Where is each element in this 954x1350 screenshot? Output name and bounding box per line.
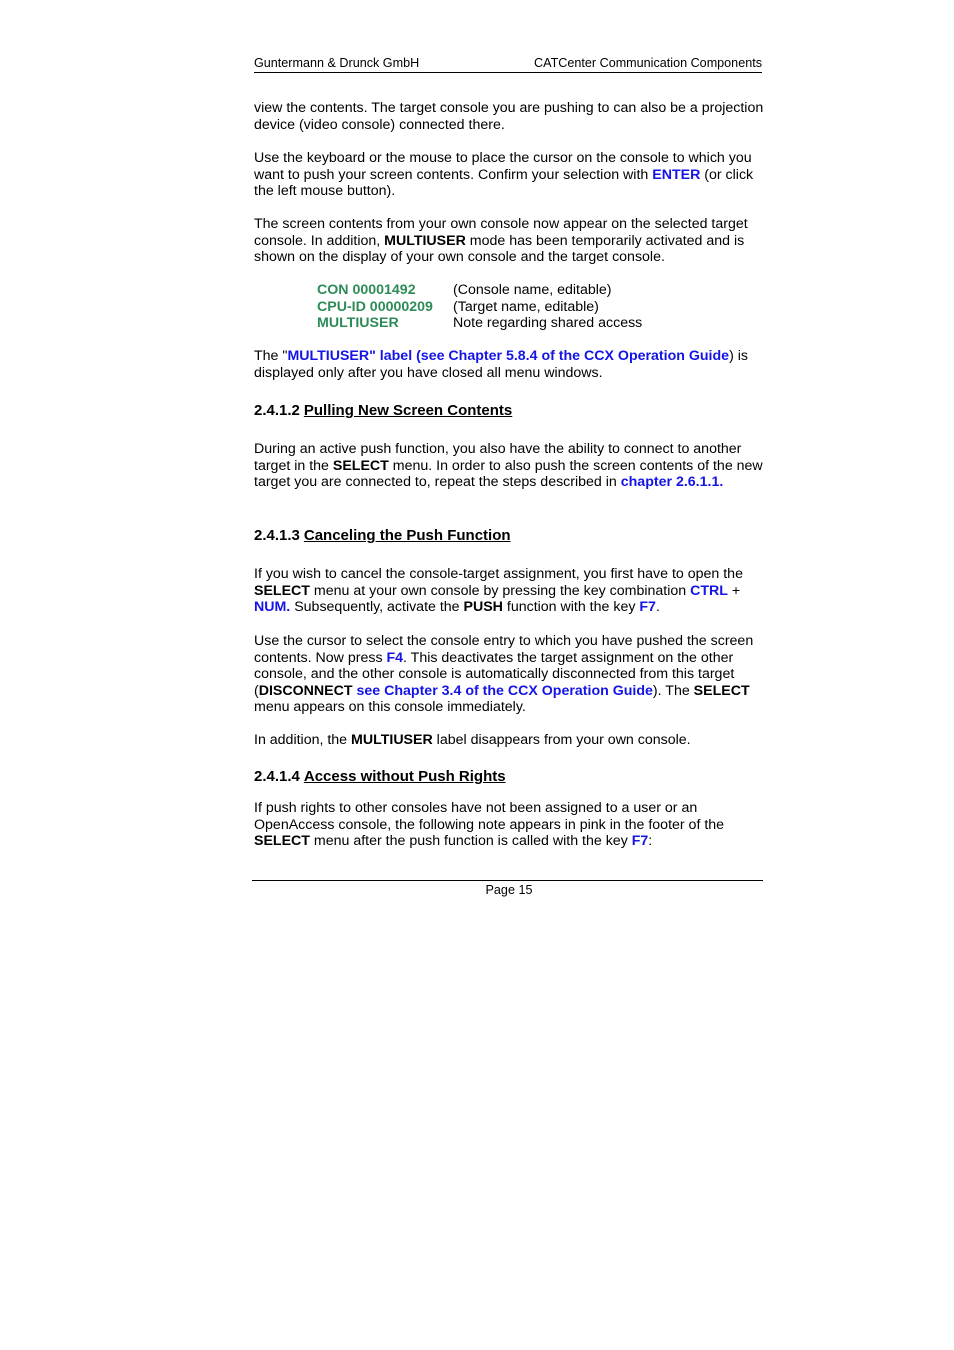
paragraph-text: The " [254, 348, 288, 364]
key-num: NUM. [254, 599, 291, 616]
section-heading-2-4-1-2 [254, 402, 764, 420]
code-description: Note regarding shared access [453, 315, 643, 332]
term-select: SELECT [254, 582, 310, 599]
paragraph-text: If push rights to other consoles have not been assigned to a user or an OpenAccess console, the following note appears in pink in the footer of the [254, 800, 725, 833]
code-description: (Console name, editable) [453, 282, 612, 298]
paragraph-text: menu. In order to also push the screen contents of the new target you are connected to, repeat the steps described in [254, 457, 763, 491]
code-description: (Target name, editable) [453, 298, 599, 315]
section-heading-2-4-1-4 [254, 768, 764, 786]
display-codes-list [317, 282, 642, 332]
section-title: Access without Push Rights [303, 768, 506, 785]
term-select: SELECT [332, 457, 389, 474]
paragraph-text: menu appears on this console immediately. [254, 699, 526, 716]
section-number: 2.4.1.4 [254, 768, 300, 785]
key-ctrl: CTRL [690, 582, 728, 599]
paragraph-text: The screen contents from your own console now appear on the selected target console. In addition, [254, 216, 748, 249]
term-multiuser: MULTIUSER [351, 732, 433, 748]
header-document-title: CATCenter Communication Components [534, 56, 762, 70]
term-multiuser: MULTIUSER [384, 232, 466, 249]
paragraph-text: ) is displayed only after you have closed all menu windows. [254, 348, 748, 381]
link-chapter-3-4[interactable]: see Chapter 3.4 of the CCX Operation Guide [356, 682, 653, 699]
paragraph-cursor-select [254, 633, 764, 716]
header-company: Guntermann & Drunck GmbH [254, 56, 420, 70]
paragraph-text: Use the keyboard or the mouse to place the cursor on the console to which you want to push your screen contents. Confirm your selection with [254, 150, 752, 183]
paragraph-text: mode has been temporarily activated and is shown on the display of your own console and the target console. [254, 232, 745, 266]
code-label: MULTIUSER [317, 315, 399, 332]
term-select: SELECT [254, 833, 310, 850]
paragraph-cancel [254, 566, 764, 616]
paragraph-text: In addition, the [254, 732, 352, 748]
paragraph-text: function with the key [502, 599, 640, 616]
paragraph-text: (or click the left mouse button). [254, 166, 754, 200]
code-row [317, 299, 642, 316]
section-title: Canceling the Push Function [303, 527, 511, 544]
term-push: PUSH [463, 599, 503, 616]
paragraph-view-contents [254, 100, 764, 133]
paragraph-text: label disappears from your own console. [432, 732, 691, 748]
paragraph-text: menu at your own console by pressing the key combination [309, 582, 691, 599]
section-number: 2.4.1.3 [254, 527, 300, 544]
code-label: CPU-ID 00000209 [317, 298, 433, 315]
paragraph-select-console [254, 150, 764, 200]
paragraph-text: view the contents. The target console you are pushing to can also be a projection device (video console) connected there. [254, 100, 764, 133]
paragraph-text: ). The [652, 682, 694, 699]
link-chapter-2-6-1-1[interactable]: chapter 2.6.1.1. [620, 474, 724, 491]
section-number: 2.4.1.2 [254, 402, 300, 419]
paragraph-no-push-rights [254, 800, 764, 850]
paragraph-text: Subsequently, activate the [290, 599, 464, 616]
page-header [254, 55, 762, 73]
paragraph-pulling [254, 441, 764, 491]
footer-divider [252, 880, 763, 881]
term-disconnect: DISCONNECT [258, 682, 353, 699]
code-row [317, 282, 642, 299]
key-f7: F7 [639, 599, 656, 616]
section-heading-2-4-1-3 [254, 527, 764, 545]
page-number: Page 15 [485, 883, 533, 897]
paragraph-text: + [727, 582, 741, 599]
paragraph-text: . This deactivates the target assignment on the other console, and the other console is automatically disconnected from this target ( [254, 649, 735, 699]
paragraph-text: During an active push function, you also have the ability to connect to another target in the [254, 441, 742, 474]
section-title: Pulling New Screen Contents [303, 402, 513, 419]
paragraph-multiuser-label [254, 348, 764, 381]
paragraph-text: menu after the push function is called with the key [309, 833, 632, 850]
paragraph-screen-contents [254, 216, 764, 266]
key-f4: F4 [386, 649, 404, 666]
paragraph-text: If you wish to cancel the console-target assignment, you first have to open the [254, 566, 743, 582]
paragraph-text: : [648, 833, 653, 850]
term-select: SELECT [693, 682, 750, 699]
paragraph-multiuser-disappears [254, 732, 764, 749]
link-chapter-5-8-4[interactable]: MULTIUSER" label (see Chapter 5.8.4 of the CCX Operation Guide [287, 348, 730, 364]
paragraph-text: . [655, 599, 660, 616]
code-row [317, 315, 642, 332]
paragraph-text: Use the cursor to select the console entry to which you have pushed the screen contents. Now press [254, 633, 754, 666]
key-enter: ENTER [652, 166, 701, 183]
code-label: CON 00001492 [317, 282, 416, 298]
key-f7: F7 [631, 833, 649, 850]
